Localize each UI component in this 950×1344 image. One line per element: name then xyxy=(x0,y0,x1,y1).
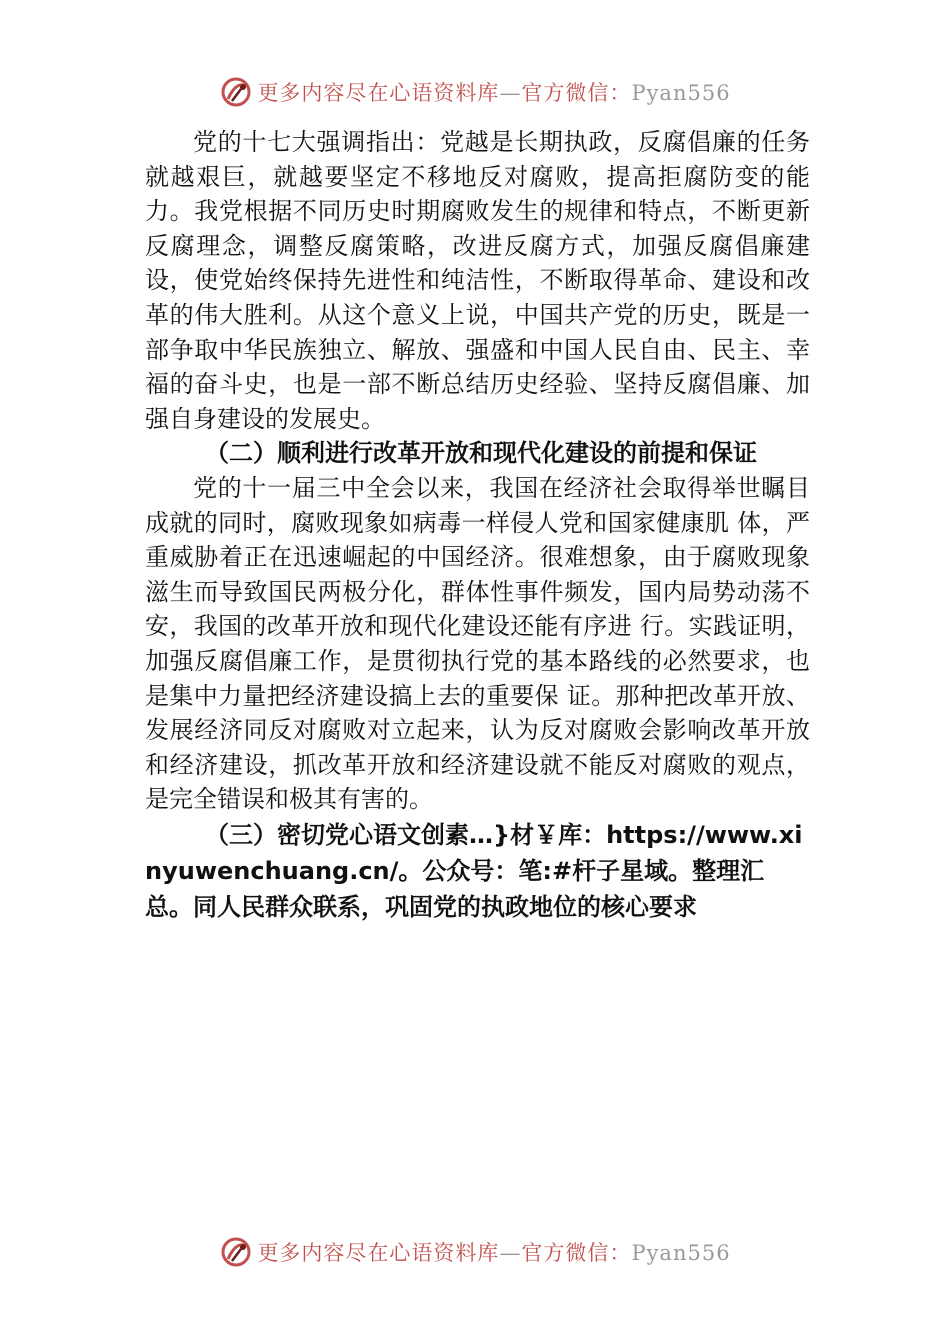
banner-dash: — xyxy=(499,1241,522,1265)
paragraph-1: 党的十七大强调指出：党越是长期执政，反腐倡廉的任务就越艰巨，就越要坚定不移地反对腐败，提高拒腐防变的能力。我党根据不同历史时期腐败发生的规律和特点，不断更新反腐理念，调整反腐策略，改进反腐方式，加强反腐倡廉建设，使党始终保持先进性和纯洁性，不断取得革命、建设和改革的伟大胜利。从这个意义上说，中国共产党的历史，既是一部争取中华民族独立、解放、强盛和中国人民自由、民主、幸福的奋斗史，也是一部不断总结历史经验、坚持反腐倡廉、加强自身建设的发展史。 xyxy=(145,128,810,433)
banner-brand: 更多内容尽在心语资料库 xyxy=(257,1241,500,1265)
banner-wechat-id: Pyan556 xyxy=(631,81,731,105)
logo-icon xyxy=(219,1235,253,1269)
header-banner xyxy=(0,72,950,112)
document-body xyxy=(145,125,810,925)
logo-icon xyxy=(219,75,253,109)
banner-wechat-label: 官方微信： xyxy=(521,81,632,105)
banner-wechat-id: Pyan556 xyxy=(631,1241,731,1265)
paragraph-2: 党的十一届三中全会以来，我国在经济社会取得举世瞩目成就的同时，腐败现象如病毒一样侵人党和国家健康肌 体，严重威胁着正在迅速崛起的中国经济。很难想象，由于腐败现象滋生而导致国民两极分化，群体性事件频发，国内局势动荡不安，我国的改革开放和现代化建设还能有序进 行。实践证明，加强反腐倡廉工作，是贯彻执行党的基本路线的必然要求，也是集中力量把经济建设搞上去的重要保 证。那种把改革开放、发展经济同反对腐败对立起来，认为反对腐败会影响改革开放和经济建设，抓改革开放和经济建设就不能反对腐败的观点，是完全错误和极其有害的。 xyxy=(145,473,810,814)
banner-wechat-label: 官方微信： xyxy=(521,1241,632,1265)
heading-3: （三）密切党心语文创素…}材￥库：https://www.xinyuwenchuang.cn/。公众号：笔:#杆子星域。整理汇总。同人民群众联系，巩固党的执政地位的核心要求 xyxy=(145,820,803,921)
banner-text xyxy=(257,77,730,107)
footer-banner xyxy=(0,1232,950,1272)
banner-dash: — xyxy=(499,81,522,105)
heading-2: （二）顺利进行改革开放和现代化建设的前提和保证 xyxy=(205,439,757,468)
banner-brand: 更多内容尽在心语资料库 xyxy=(257,81,500,105)
banner-text xyxy=(257,1237,730,1267)
